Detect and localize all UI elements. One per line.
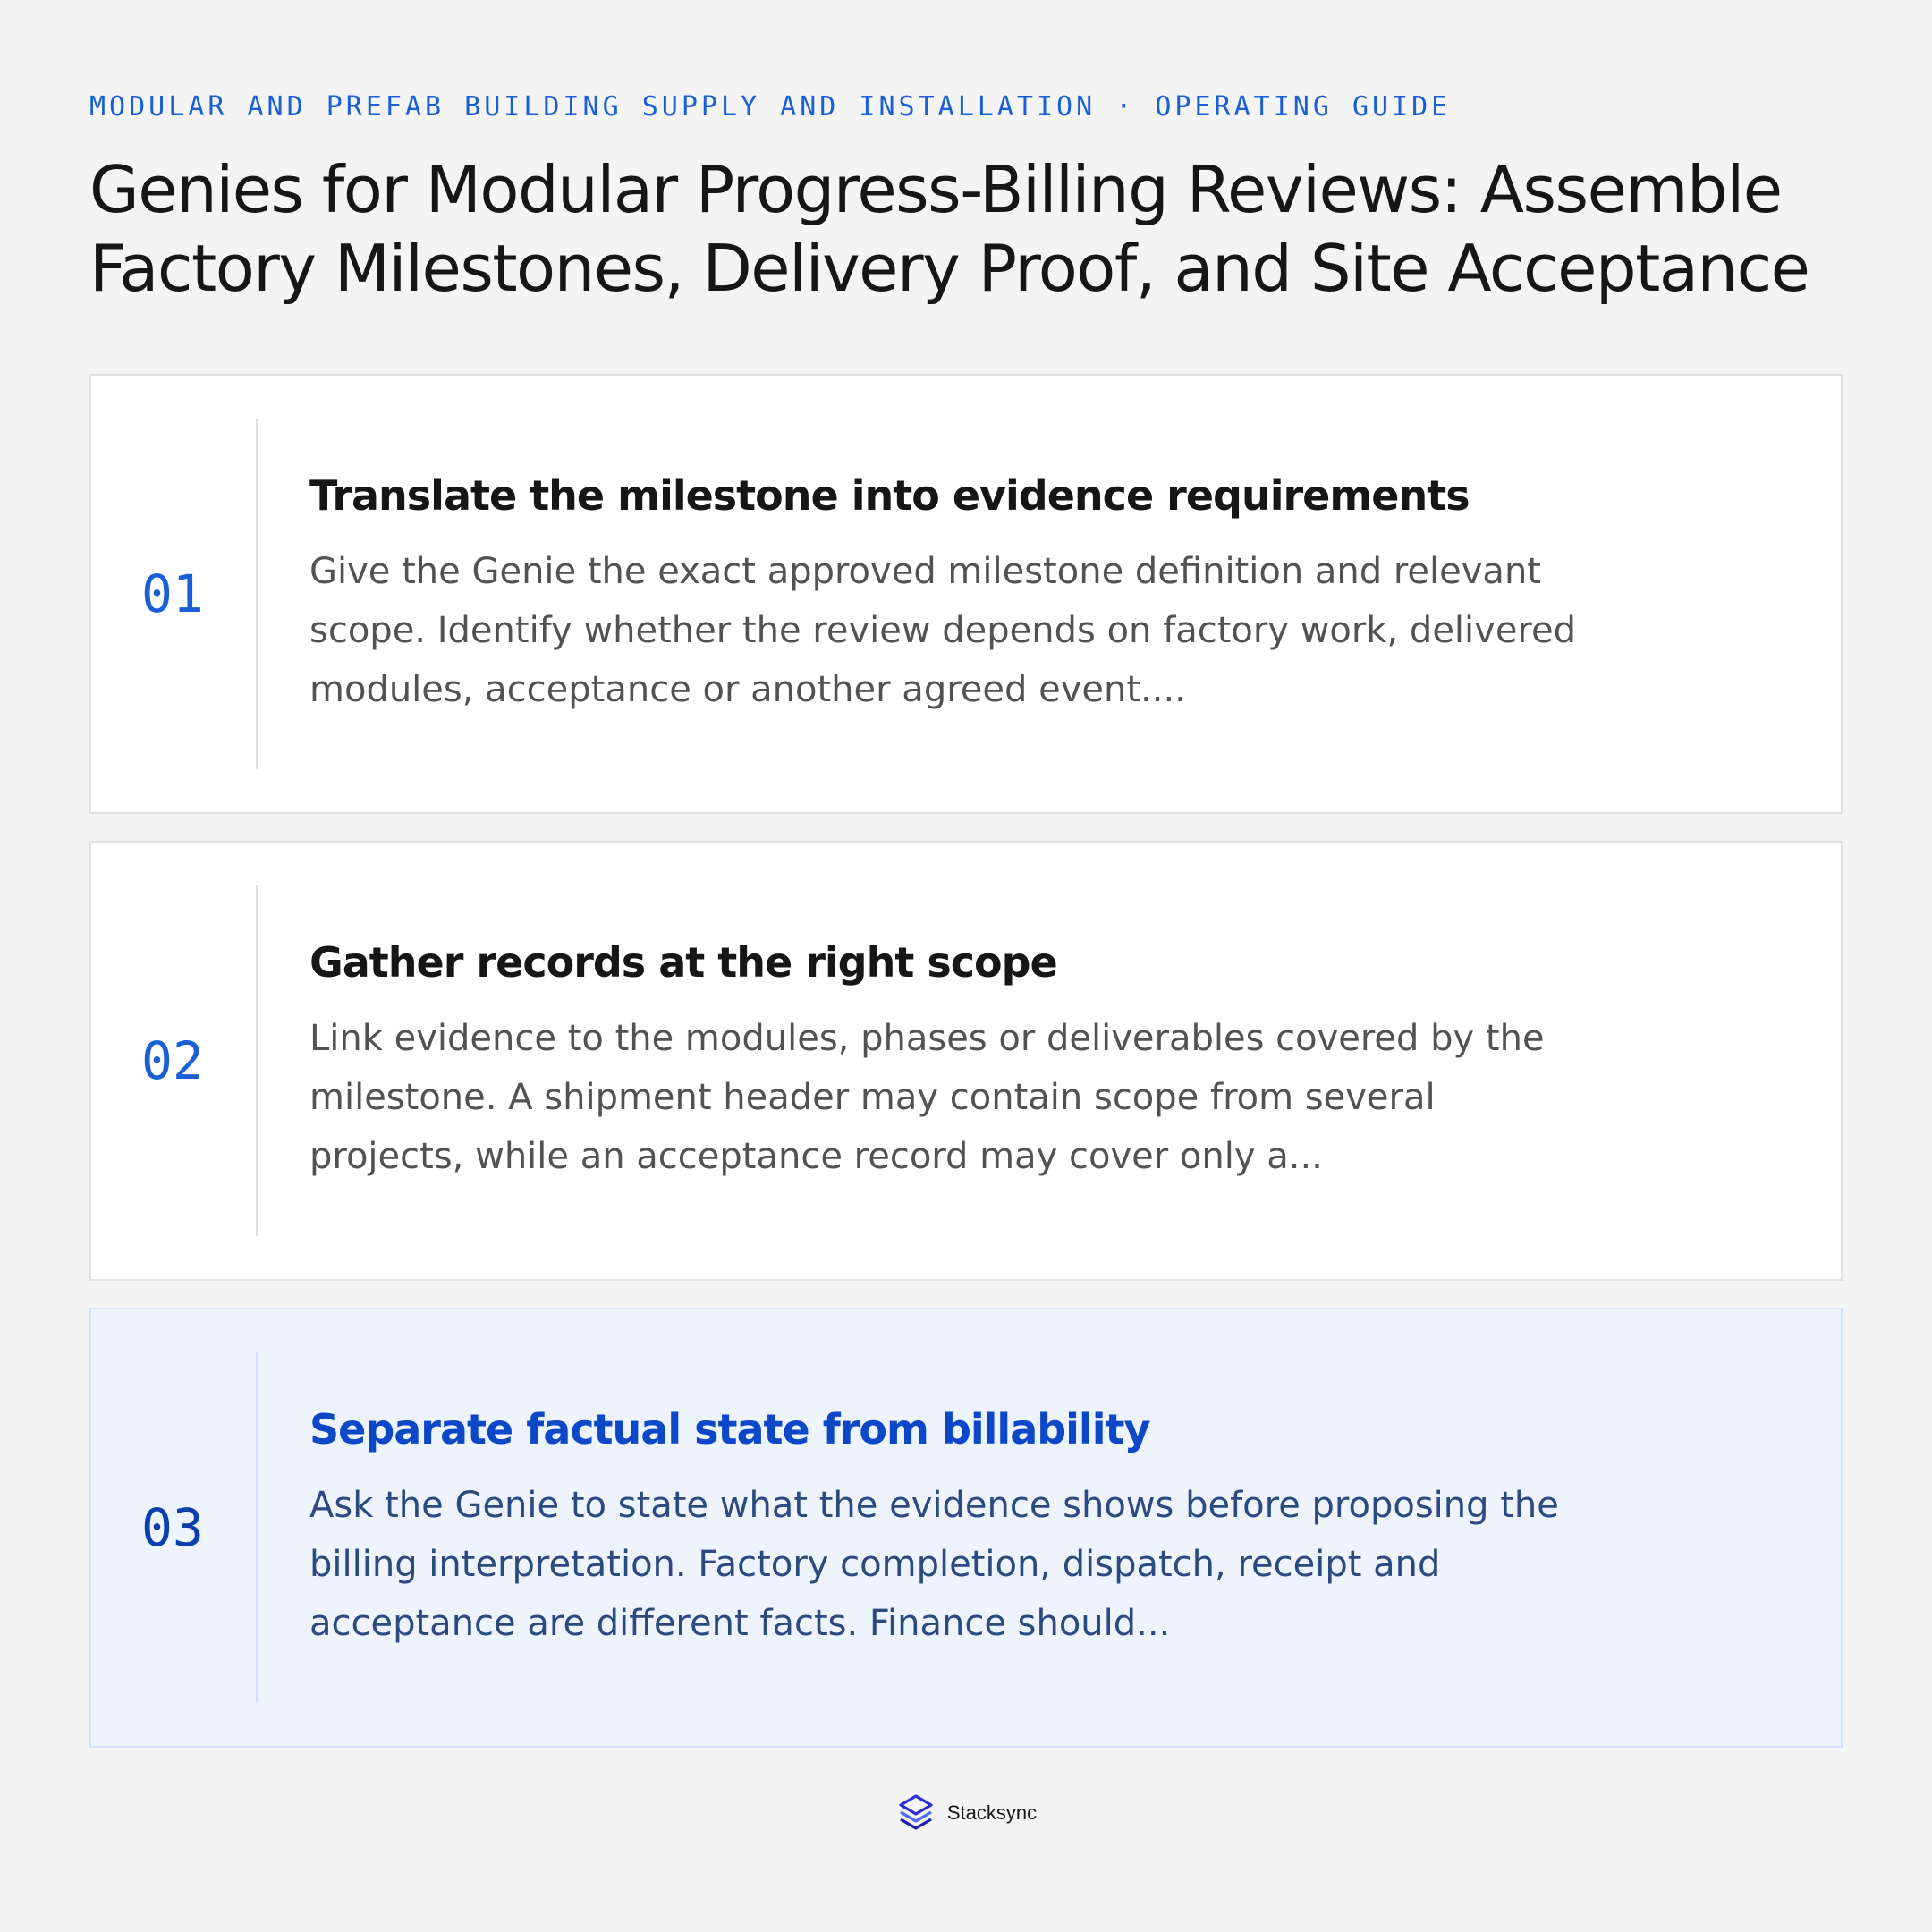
step-number: 01 xyxy=(141,564,204,624)
step-divider xyxy=(256,1352,258,1703)
step-number: 02 xyxy=(141,1030,204,1091)
step-description: Ask the Genie to state what the evidence shows before proposing the billing interpretation. Factory completion, dispatch, receipt and acceptance are different facts. Finance should... xyxy=(309,1485,1559,1644)
step-title: Translate the milestone into evidence requirements xyxy=(309,471,1470,520)
step-card-1 xyxy=(89,374,1843,814)
step-title: Separate factual state from billability xyxy=(309,1405,1150,1453)
step-divider xyxy=(256,886,258,1236)
footer-brand xyxy=(0,1792,1932,1834)
step-body xyxy=(309,843,1597,1279)
step-number: 03 xyxy=(141,1497,204,1558)
step-title: Gather records at the right scope xyxy=(309,938,1057,987)
page-title: Genies for Modular Progress-Billing Reviews: Assemble Factory Milestones, Delivery Proof, and Site Acceptance xyxy=(89,152,1809,306)
step-body xyxy=(309,1309,1597,1746)
step-description: Link evidence to the modules, phases or deliverables covered by the milestone. A shipment header may contain scope from several projects, while an acceptance record may cover only a... xyxy=(309,1018,1545,1177)
stacksync-logo-icon xyxy=(895,1792,936,1834)
eyebrow-label: MODULAR AND PREFAB BUILDING SUPPLY AND INSTALLATION · OPERATING GUIDE xyxy=(89,91,1452,123)
step-card-3 xyxy=(89,1308,1843,1748)
step-body xyxy=(309,376,1597,812)
brand-name: Stacksync xyxy=(946,1801,1038,1824)
step-card-2 xyxy=(89,841,1843,1281)
step-divider xyxy=(256,419,258,769)
step-description: Give the Genie the exact approved milestone definition and relevant scope. Identify whether the review depends on factory work, delivered modules, acceptance or another agreed event.... xyxy=(309,551,1576,710)
